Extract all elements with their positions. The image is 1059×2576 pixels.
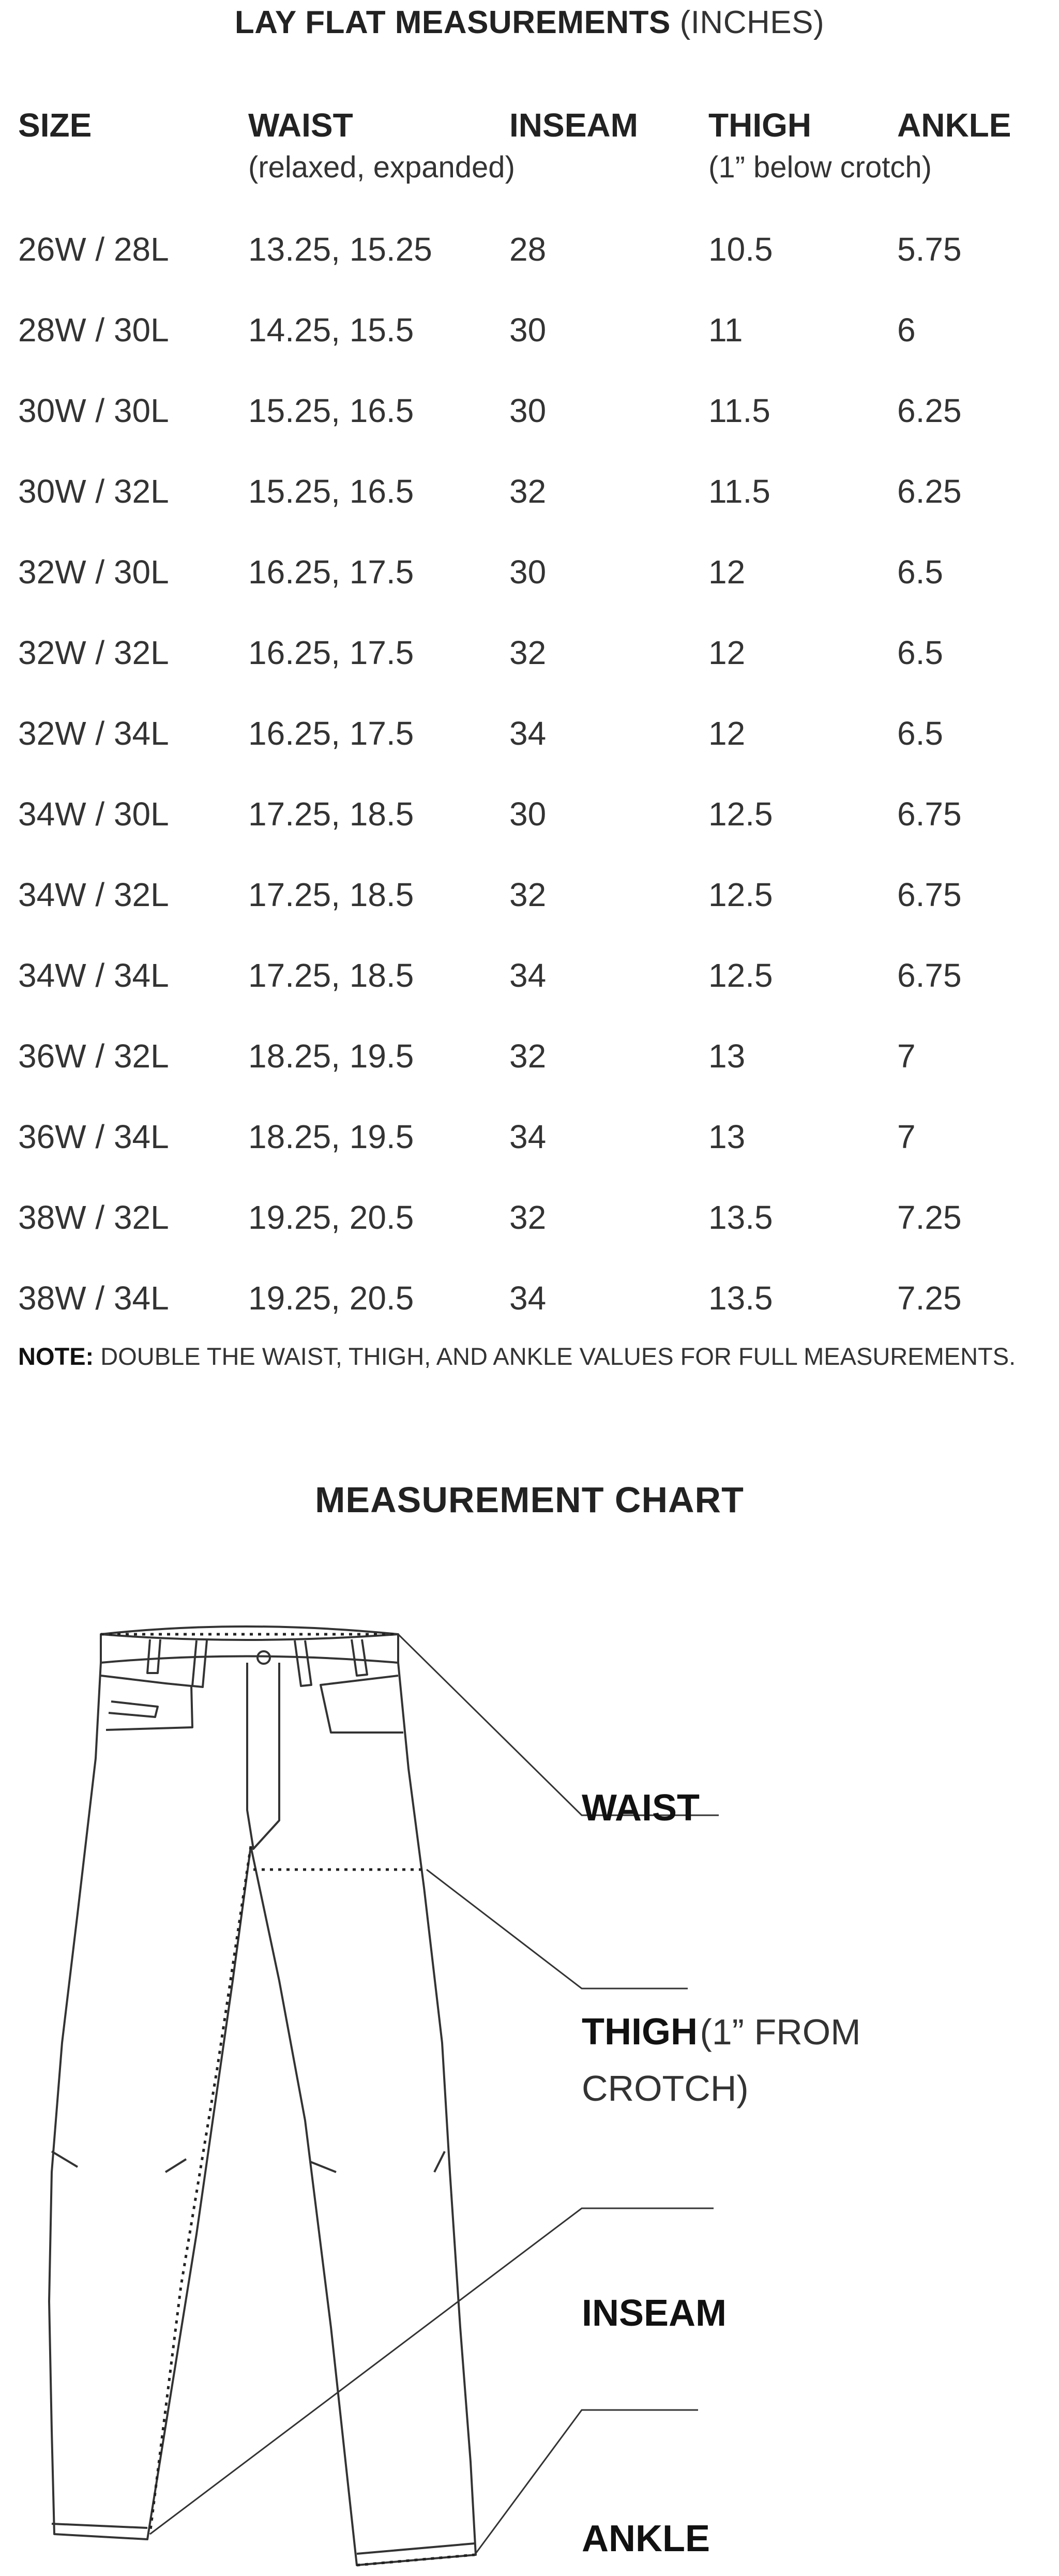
header-size: SIZE — [18, 107, 92, 144]
title-bold: LAY FLAT MEASUREMENTS — [234, 5, 671, 40]
table-row — [0, 876, 1059, 927]
cell-size: 32W / 30L — [18, 553, 169, 591]
table-row — [0, 391, 1059, 443]
inseam-leader — [150, 2208, 714, 2534]
waistband-top — [101, 1634, 398, 1640]
fly — [247, 1663, 279, 1849]
header-ankle: ANKLE — [897, 107, 1011, 144]
table-row — [0, 956, 1059, 1008]
cell-size: 38W / 32L — [18, 1199, 169, 1236]
cell-thigh: 11 — [708, 311, 743, 349]
table-row — [0, 1279, 1059, 1331]
cell-inseam: 30 — [509, 392, 547, 429]
left-hem — [52, 2524, 147, 2528]
cell-size: 34W / 30L — [18, 795, 169, 833]
cell-ankle: 6 — [897, 311, 916, 349]
cell-inseam: 34 — [509, 715, 547, 752]
cell-waist: 19.25, 20.5 — [248, 1199, 414, 1236]
cell-ankle: 7.25 — [897, 1279, 962, 1317]
left-leg-outline — [49, 1663, 251, 2539]
cell-inseam: 34 — [509, 1118, 547, 1155]
label-thigh-bold: THIGH — [582, 2011, 698, 2053]
button — [258, 1651, 270, 1664]
cell-thigh: 13.5 — [708, 1279, 773, 1317]
cell-waist: 18.25, 19.5 — [248, 1118, 414, 1155]
cell-ankle: 6.75 — [897, 795, 962, 833]
cell-waist: 13.25, 15.25 — [248, 231, 432, 268]
cell-inseam: 30 — [509, 795, 547, 833]
cell-size: 26W / 28L — [18, 231, 169, 268]
cell-waist: 17.25, 18.5 — [248, 795, 414, 833]
table-row — [0, 1037, 1059, 1089]
cell-waist: 17.25, 18.5 — [248, 876, 414, 913]
right-hem — [357, 2543, 475, 2554]
header-thigh: THIGH — [708, 107, 812, 144]
cell-thigh: 12 — [708, 553, 746, 591]
belt-loop-center-left — [192, 1640, 207, 1687]
chart-title: MEASUREMENT CHART — [315, 1480, 744, 1520]
cell-inseam: 30 — [509, 553, 547, 591]
cell-inseam: 32 — [509, 473, 547, 510]
cell-waist: 18.25, 19.5 — [248, 1037, 414, 1075]
cell-waist: 15.25, 16.5 — [248, 473, 414, 510]
title-units: (INCHES) — [679, 5, 825, 40]
cell-ankle: 7 — [897, 1118, 916, 1155]
cell-ankle: 6.5 — [897, 715, 943, 752]
table-row — [0, 230, 1059, 282]
cell-ankle: 6.5 — [897, 634, 943, 671]
page-title — [0, 4, 1059, 41]
cell-ankle: 6.75 — [897, 957, 962, 994]
table-row — [0, 1198, 1059, 1250]
cell-inseam: 32 — [509, 1199, 547, 1236]
cell-thigh: 13 — [708, 1037, 746, 1075]
coin-pocket — [109, 1701, 158, 1717]
table-row — [0, 472, 1059, 524]
cell-inseam: 28 — [509, 231, 547, 268]
cell-inseam: 34 — [509, 1279, 547, 1317]
cell-inseam: 32 — [509, 634, 547, 671]
cell-inseam: 32 — [509, 876, 547, 913]
pants-diagram — [0, 1551, 1059, 2576]
cell-size: 36W / 34L — [18, 1118, 169, 1155]
thigh-leader — [427, 1870, 688, 1989]
cell-waist: 16.25, 17.5 — [248, 553, 414, 591]
cell-waist: 16.25, 17.5 — [248, 715, 414, 752]
label-ankle: ANKLE — [582, 2518, 710, 2559]
cell-ankle: 6.25 — [897, 392, 962, 429]
cell-inseam: 34 — [509, 957, 547, 994]
cell-thigh: 13.5 — [708, 1199, 773, 1236]
knee-crease — [52, 2151, 445, 2172]
cell-inseam: 30 — [509, 311, 547, 349]
table-row — [0, 311, 1059, 363]
cell-size: 34W / 32L — [18, 876, 169, 913]
cell-size: 28W / 30L — [18, 311, 169, 349]
cell-thigh: 11.5 — [708, 473, 770, 510]
cell-ankle: 7 — [897, 1037, 916, 1075]
cell-waist: 16.25, 17.5 — [248, 634, 414, 671]
cell-size: 32W / 32L — [18, 634, 169, 671]
cell-waist: 15.25, 16.5 — [248, 392, 414, 429]
table-row — [0, 634, 1059, 685]
cell-thigh: 10.5 — [708, 231, 773, 268]
thigh-subheader: (1” below crotch) — [708, 150, 932, 184]
cell-ankle: 6.5 — [897, 553, 943, 591]
cell-size: 34W / 34L — [18, 957, 169, 994]
label-inseam: INSEAM — [582, 2293, 727, 2334]
cell-thigh: 12 — [708, 715, 746, 752]
header-inseam: INSEAM — [509, 107, 638, 144]
table-row — [0, 1118, 1059, 1169]
cell-ankle: 6.75 — [897, 876, 962, 913]
pocket-right — [321, 1676, 403, 1733]
cell-ankle: 7.25 — [897, 1199, 962, 1236]
cell-thigh: 12.5 — [708, 876, 773, 913]
waist-subheader: (relaxed, expanded) — [248, 150, 515, 184]
cell-thigh: 11.5 — [708, 392, 770, 429]
label-thigh-rest: (1” FROM — [700, 2012, 861, 2052]
cell-size: 36W / 32L — [18, 1037, 169, 1075]
cell-size: 38W / 34L — [18, 1279, 169, 1317]
table-row — [0, 553, 1059, 605]
table-row — [0, 714, 1059, 766]
note — [18, 1342, 1016, 1370]
cell-waist: 14.25, 15.5 — [248, 311, 414, 349]
cell-thigh: 13 — [708, 1118, 746, 1155]
cell-size: 30W / 32L — [18, 473, 169, 510]
cell-thigh: 12 — [708, 634, 746, 671]
right-leg-outline — [251, 1663, 476, 2565]
note-text: DOUBLE THE WAIST, THIGH, AND ANKLE VALUES FOR FULL MEASUREMENTS. — [100, 1343, 1016, 1370]
cell-ankle: 6.25 — [897, 473, 962, 510]
label-thigh — [582, 2011, 861, 2053]
cell-size: 32W / 34L — [18, 715, 169, 752]
cell-waist: 19.25, 20.5 — [248, 1279, 414, 1317]
ankle-measure-line — [357, 2555, 475, 2565]
cell-inseam: 32 — [509, 1037, 547, 1075]
cell-waist: 17.25, 18.5 — [248, 957, 414, 994]
belt-loop-center-right — [295, 1640, 311, 1686]
cell-ankle: 5.75 — [897, 231, 962, 268]
header-waist: WAIST — [248, 107, 353, 144]
label-thigh-line2: CROTCH) — [582, 2068, 749, 2108]
table-row — [0, 795, 1059, 847]
cell-thigh: 12.5 — [708, 957, 773, 994]
label-waist: WAIST — [582, 1787, 700, 1829]
belt-loop-right — [352, 1639, 367, 1676]
note-label: NOTE: — [18, 1343, 94, 1370]
belt-loop-left — [147, 1639, 160, 1673]
cell-thigh: 12.5 — [708, 795, 773, 833]
cell-size: 30W / 30L — [18, 392, 169, 429]
